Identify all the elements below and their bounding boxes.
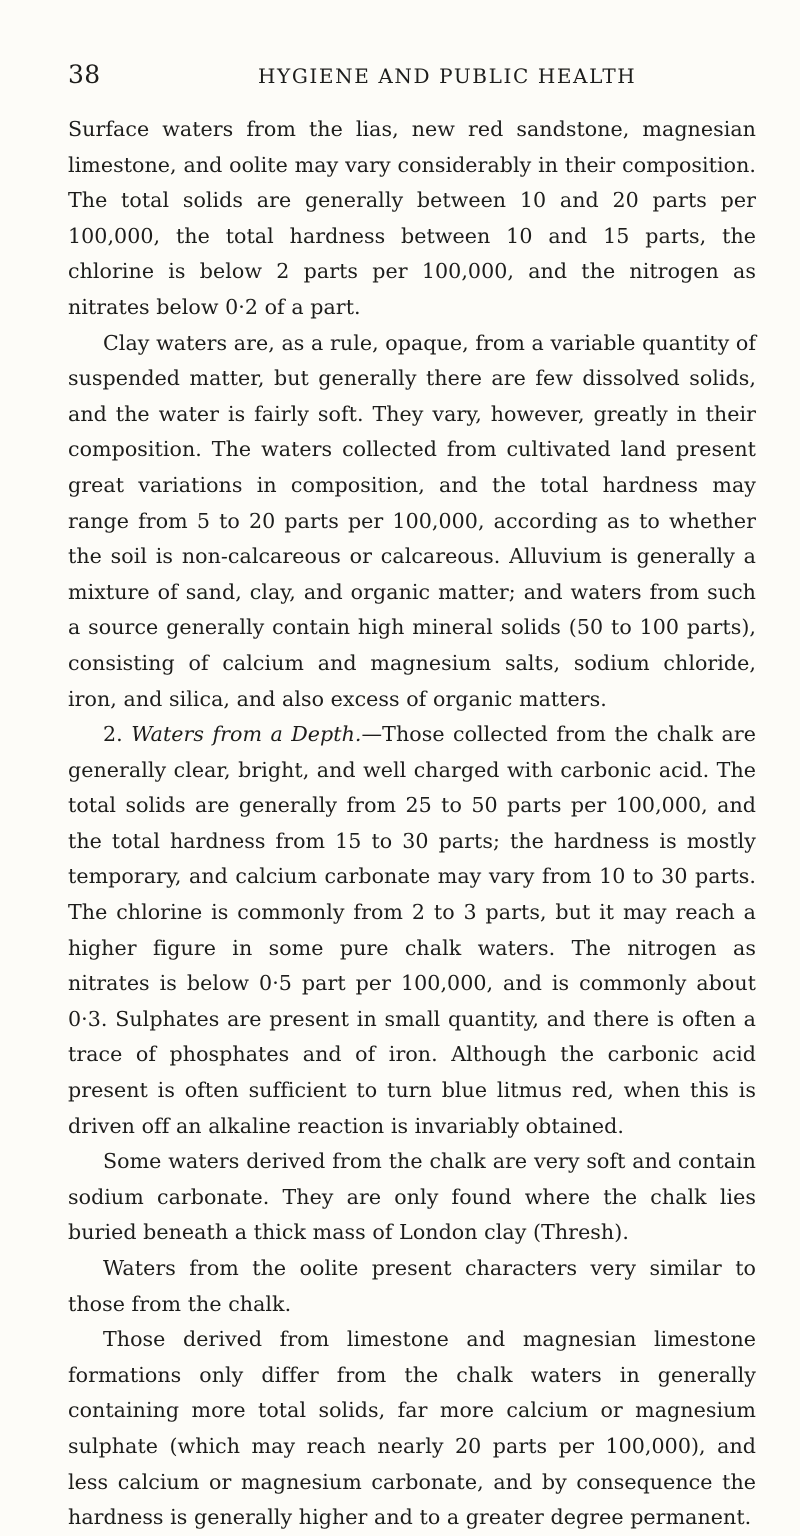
body-text (68, 112, 756, 1536)
section-number: 2. (103, 722, 123, 747)
paragraph-clay-waters: Clay waters are, as a rule, opaque, from a variable quantity of suspended matter, but generally there are few dissolved solids, and the water is fairly soft. They vary, however, greatly in their composition. The waters collected from cultivated land present great variations in composition, and the total hardness may range from 5 to 20 parts per 100,000, according as to whether the soil is non-calcareous or calcareous. Alluvium is generally a mixture of sand, clay, and organic matter; and waters from such a source generally contain high mineral solids (50 to 100 parts), consisting of calcium and magnesium salts, sodium chloride, iron, and silica, and also excess of organic matters. (68, 330, 756, 711)
paragraph-surface-waters: Surface waters from the lias, new red sandstone, magnesian limestone, and oolite may vary considerably in their composition. The total solids are generally between 10 and 20 parts per 100,000, the total hardness between 10 and 15 parts, the chlorine is below 2 parts per 100,000, and the nitrogen as nitrates below 0·2 of a part. (68, 117, 756, 319)
paragraph-limestone-waters: Those derived from limestone and magnesian limestone formations only differ from the chalk waters in generally containing more total solids, far more calcium or magnesium sulphate (which may reach nearly 20 parts per 100,000), and less calcium or magnesium carbonate, and by consequence the hardness is generally higher and to a greater degree permanent. (68, 1327, 756, 1530)
section-text: —Those collected from the chalk are generally clear, bright, and well charged with carbonic acid. The total solids are generally from 25 to 50 parts per 100,000, and the total hardness from 15 to 30 parts; the hardness is mostly temporary, and calcium carbonate may vary from 10 to 30 parts. The chlorine is commonly from 2 to 3 parts, but it may reach a higher figure in some pure chalk waters. The nitrogen as nitrates is below 0·5 part per 100,000, and is commonly about 0·3. Sulphates are present in small quantity, and there is often a trace of phosphates and of iron. Although the carbonic acid present is often sufficient to turn blue litmus red, when this is driven off an alkaline reaction is invariably obtained. (68, 722, 756, 1138)
page-number: 38 (68, 60, 101, 89)
paragraph-soft-chalk-waters: Some waters derived from the chalk are very soft and contain sodium carbonate. They are only found where the chalk lies buried beneath a thick mass of London clay (Thresh). (68, 1149, 756, 1245)
paragraph-oolite-waters: Waters from the oolite present characters very similar to those from the chalk. (68, 1256, 756, 1316)
paragraph-waters-from-depth (68, 717, 756, 1144)
running-head (68, 0, 756, 112)
running-title: HYGIENE AND PUBLIC HEALTH (258, 64, 637, 88)
section-heading: Waters from a Depth. (131, 722, 362, 747)
